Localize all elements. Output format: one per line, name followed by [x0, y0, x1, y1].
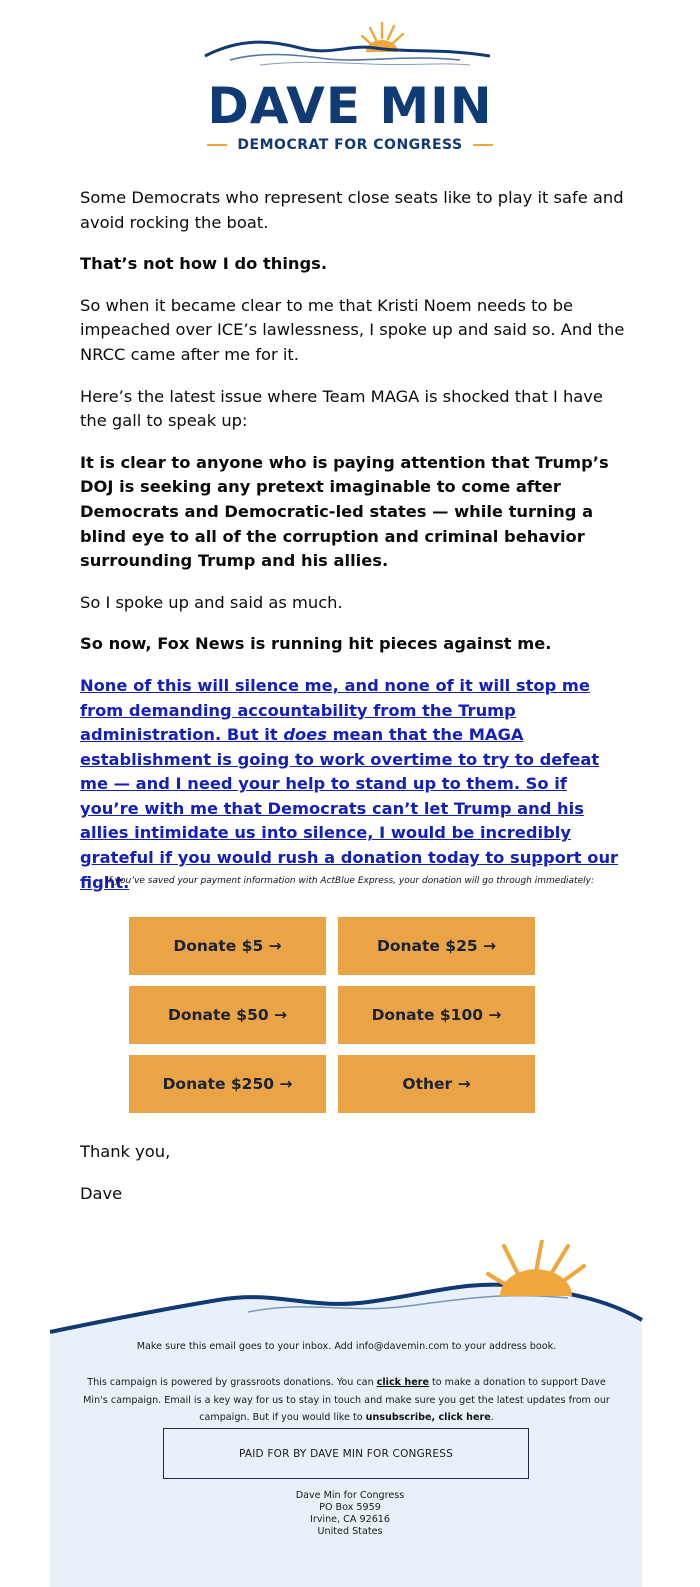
- logo-tagline: [0, 137, 700, 153]
- donate-50-button[interactable]: Donate $50 →: [129, 986, 326, 1044]
- address-line: Dave Min for Congress: [295, 1490, 405, 1501]
- grassroots-note: [74, 1374, 619, 1427]
- donate-250-button[interactable]: Donate $250 →: [129, 1055, 326, 1113]
- grassroots-text-2: to make a donation to support Dave Min's campaign. Email is a key way for us to stay in touch and make sure you get the latest updates from our campaign. But if you would like to: [83, 1377, 610, 1423]
- paragraph-2: That’s not how I do things.: [80, 254, 328, 274]
- address-line: PO Box 5959: [319, 1502, 381, 1513]
- unsubscribe-link[interactable]: unsubscribe, click here: [365, 1412, 491, 1423]
- donate-cta-link[interactable]: [80, 676, 618, 892]
- cta-paragraph: [80, 674, 625, 895]
- donate-other-button[interactable]: Other →: [338, 1055, 535, 1113]
- logo-wordmark: DAVE MIN: [207, 77, 493, 135]
- paragraph-3: So when it became clear to me that Kristi Noem needs to be impeached over ICE’s lawlessness, I spoke up and said so. And the NRCC came after me for it.: [80, 295, 625, 364]
- mountain-sun-icon: [200, 18, 500, 78]
- paragraph-6: So I spoke up and said as much.: [80, 592, 343, 612]
- signoff: [80, 1140, 170, 1224]
- paid-for-disclaimer: PAID FOR BY DAVE MIN FOR CONGRESS: [163, 1428, 529, 1479]
- cta-text-2: mean that the MAGA establishment is going to work overtime to try to defeat me — and I need your help to stand up to them. So if you’re with me that Democrats can’t let Trump and his allies intimidate us into silence, I would be incredibly grateful if you would rush a donation today to support our fight.: [80, 725, 619, 892]
- donate-100-button[interactable]: Donate $100 →: [338, 986, 535, 1044]
- footer-wave-sun-icon: [48, 1240, 644, 1340]
- signoff-name: Dave: [80, 1184, 123, 1203]
- donate-5-button[interactable]: Donate $5 →: [129, 917, 326, 975]
- grassroots-text-1: This campaign is powered by grassroots donations. You can: [87, 1377, 377, 1388]
- signoff-thanks: Thank you,: [80, 1142, 171, 1161]
- inbox-note: Make sure this email goes to your inbox. Add info@davemin.com to your address book.: [136, 1341, 557, 1352]
- footer-donate-link[interactable]: click here: [376, 1377, 429, 1388]
- cta-text-1: None of this will silence me, and none of it will stop me from demanding accountability from the Trump administration. But it: [80, 675, 590, 745]
- cta-emphasis: does: [283, 725, 327, 745]
- tagline-dash-left: [207, 144, 227, 146]
- actblue-express-note: If you’ve saved your payment information with ActBlue Express, your donation will go through immediately:: [106, 876, 594, 886]
- tagline-text: DEMOCRAT FOR CONGRESS: [237, 137, 463, 153]
- email-body: [80, 186, 625, 912]
- mailing-address: [0, 1490, 700, 1538]
- tagline-dash-right: [473, 144, 493, 146]
- donate-25-button[interactable]: Donate $25 →: [338, 917, 535, 975]
- paragraph-5: It is clear to anyone who is paying attention that Trump’s DOJ is seeking any pretext imaginable to come after Democrats and Democratic-led states — while turning a blind eye to all of the corruption and criminal behavior surrounding Trump and his allies.: [80, 452, 609, 571]
- header-logo: [0, 18, 700, 153]
- grassroots-text-3: .: [490, 1412, 494, 1423]
- paragraph-4: Here’s the latest issue where Team MAGA is shocked that I have the gall to speak up:: [80, 386, 603, 431]
- paragraph-1: Some Democrats who represent close seats like to play it safe and avoid rocking the boat.: [80, 188, 624, 232]
- address-line: Irvine, CA 92616: [309, 1514, 391, 1525]
- address-line: United States: [317, 1526, 383, 1537]
- paragraph-7: So now, Fox News is running hit pieces against me.: [80, 634, 552, 654]
